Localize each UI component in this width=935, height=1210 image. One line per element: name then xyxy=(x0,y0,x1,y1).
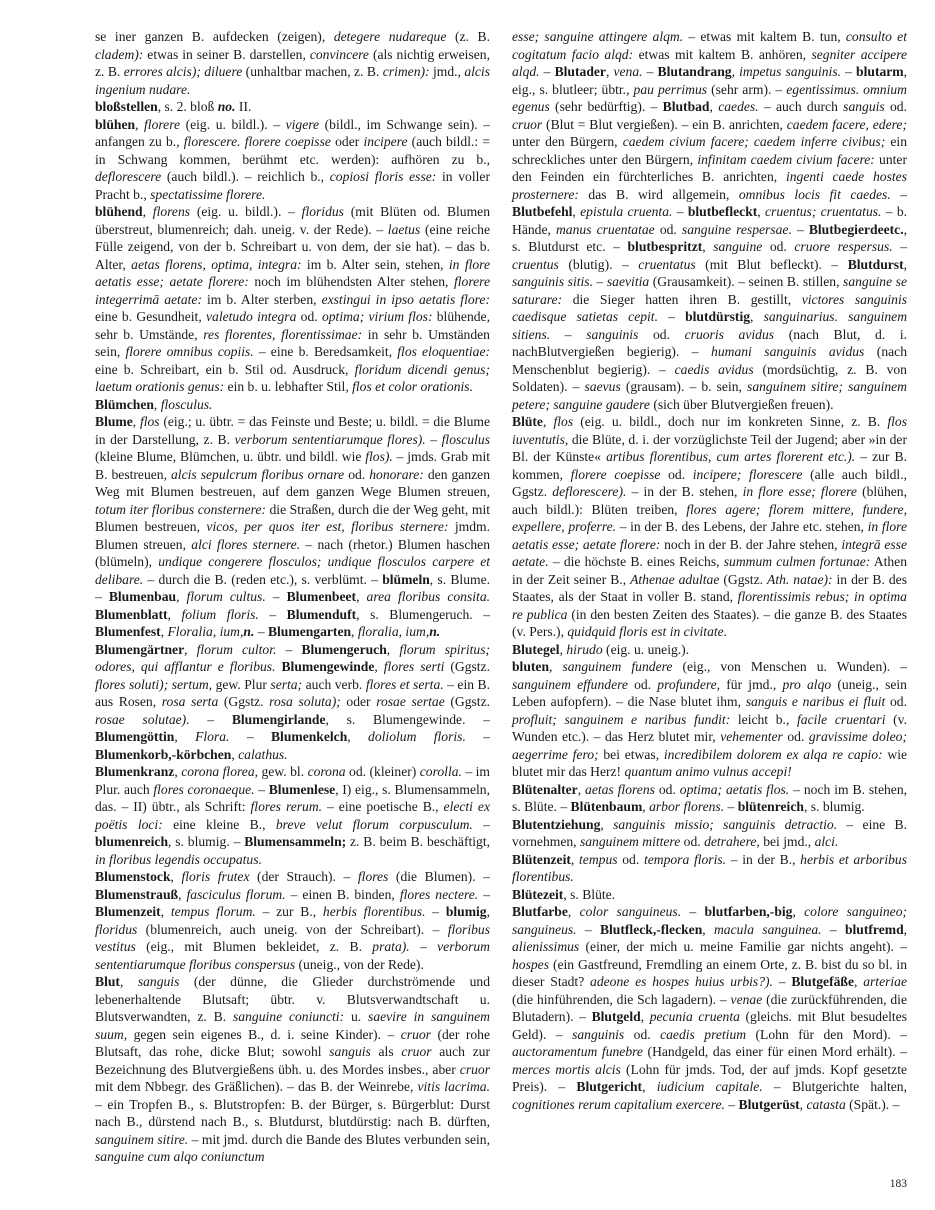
dictionary-entry: bloßstellen, s. 2. bloß no. II. xyxy=(95,99,252,114)
dictionary-entry: Blut, sanguis (der dünne, die Glieder durchströmende und lebenerhaltende Blutsaft; übtr. v. Blutsverwandtschaft u. Blutsverwandten, z. B. sanguine coniuncti: u. saevire in sanguinem suum, gegen sein eigenes B., d. i. seine Kinder). – cruor (der rohe Blutsaft, das rohe, dicke Blut; sowohl sanguis als cruor auch zur Bezeichnung des Blutvergießens übh. u. des Mordes insbes., aber cruor mit dem Nbbegr. des Gräßlichen). – das B. der Weinrebe, vitis lacrima. – ein Tropfen B., s. Blutstropfen: B. der Bürger, s. Bürgerblut: Durst nach B., dürstend nach B., s. Blutdurst, blutdürstig: nach B. dürften, sanguinem sitire. – mit jmd. durch die Bande des Blutes verbunden sein, sanguine cum alqo coniunctum xyxy=(95,974,491,1164)
page-number: 183 xyxy=(889,1178,907,1190)
dictionary-entry: Blumengärtner, florum cultor. – Blumengeruch, florum spiritus; odores, qui afflantur e floribus. Blumengewinde, flores serti (Ggstz. flores soluti); sertum, gew. Plur serta; auch verb. flores et serta. – ein B. aus Rosen, rosa serta (Ggstz. rosa soluta); oder rosae sertae (Ggstz. rosae solutae). – Blumengirlande, s. Blumengewinde. – Blumengöttin, Flora. – Blumenkelch, doliolum floris. – Blumenkorb,-körbchen, calathus. xyxy=(95,641,491,762)
dictionary-entry: se iner ganzen B. aufdecken (zeigen), detegere nudareque (z. B. cladem): etwas in seiner B. darstellen, convincere (als nichtig erweisen, z. B. errores alcis); diluere (unhaltbar machen, z. B. crimen): jmd., alcis ingenium nudare. xyxy=(95,29,491,97)
dictionary-entry: esse; sanguine attingere alqm. – etwas mit kaltem B. tun, consulto et cogitatum facio alqd: etwas mit kaltem B. anhören, segniter accipere alqd. – Blutader, vena. – Blutandrang, impetus sanguinis. – blutarm, eig., s. blutleer; übtr., pau perrimus (sehr arm). – egentissimus. omnium egenus (sehr bedürftig). – Blutbad, caedes. – auch durch sanguis od. cruor (Blut = Blut vergießen). – ein B. anrichten, caedem facere, edere; unter den Bürgern, caedem civium facere; caedem inferre civibus; ein schreckliches unter den Bürgern, infinitam caedem civium facere: unter den Feinden ein fürchterliches B. anrichten, ingenti caede hostes prosternere: das B. wird allgemein, omnibus locis fit caedes. – Blutbefehl, epistula cruenta. – blutbefleckt, cruentus; cruentatus. – b. Hände, manus cruentatae od. sanguine respersae. – Blutbegierdeetc., s. Blutdurst etc. – blutbespritzt, sanguine od. cruore respersus. – cruentus (blutig). – cruentatus (mit Blut befleckt). – Blutdurst, sanguinis sitis. – saevitia (Grausamkeit). – seinen B. stillen, sanguine se saturare: die Sieger hatten ihren B. gestillt, victores sanguinis caedisque satietas cepit. – blutdürstig, sanguinarius. sanguinem sitiens. – sanguinis od. cruoris avidus (nach Blut, d. i. nachBlutvergießen begierig). – humani sanguinis avidus (nach Menschenblut begierig). – caedis avidus (mordsüchtig, z. B. von Soldaten). – saevus (grausam). – b. sein, sanguinem sitire; sanguinem petere; sanguine gaudere (sich über Blutvergießen freuen). xyxy=(512,29,908,412)
dictionary-entry: Blutfarbe, color sanguineus. – blutfarben,-big, colore sanguineo; sanguineus. – Blutfleck,-flecken, macula sanguinea. – blutfremd, alienissimus (einer, der mich u. meine Familie gar nichts angeht). – hospes (ein Gastfreund, Fremdling an einem Orte, z. B. bist du so bl. in dieser Stadt? adeone es hospes huius urbis?). – Blutgefäße, arteriae (die hinführenden, die Sch lagadern). – venae (die zurückführenden, die Blutadern). – Blutgeld, pecunia cruenta (gleichs. mit Blut besudeltes Geld). – sanguinis od. caedis pretium (Lohn für den Mord). – auctoramentum funebre (Handgeld, das einer für einen Mord erhält). – merces mortis alcis (Lohn für jmds. Tod, der auf jmds. Kopf gesetzte Preis). – Blutgericht, iudicium capitale. – Blutgerichte halten, cognitiones rerum capitalium exercere. – Blutgerüst, catasta (Spät.). – xyxy=(512,904,908,1112)
dictionary-entry: Blume, flos (eig.; u. übtr. = das Feinste und Beste; u. bildl. = die Blume in der Darstellung, z. B. verborum sententiarumque flores). – flosculus (kleine Blume, Blümchen, u. übtr. und bildl. wie flos). – jmds. Grab mit B. bestreuen, alcis sepulcrum floribus ornare od. honorare: den ganzen Weg mit Blumen bestreuen, auf dem ganzen Wege Blumen streuen, totum iter floribus consternere: die Straßen, durch die der Weg geht, mit Blumen bestreuen, vicos, per quos iter est, floribus sternere: jmdm. Blumen streuen, alci flores sternere. – nach (rhetor.) Blumen haschen (blümeln), undique congerere flosculos; undique flosculos carpere et delibare. – durch die B. (reden etc.), s. verblümt. – blümeln, s. Blume. – Blumenbau, florum cultus. – Blumenbeet, area floribus consita. Blumenblatt, folium floris. – Blumenduft, s. Blumengeruch. – Blumenfest, Floralia, ium,n. – Blumengarten, floralia, ium,n. xyxy=(95,414,491,639)
dictionary-entry: Blütezeit, s. Blüte. xyxy=(512,886,616,902)
dictionary-entry: Blumenkranz, corona florea, gew. bl. corona od. (kleiner) corolla. – im Plur. auch flores coronaeque. – Blumenlese, I) eig., s. Blumensammeln, das. – II) übtr., als Schrift: flores rerum. – eine poetische B., electi ex poëtis loci: eine kleine B., breve velut florum corpusculum. – blumenreich, s. blumig. – Blumensammeln; z. B. beim B. beschäftigt, in floribus legendis occupatus. xyxy=(95,764,491,867)
dictionary-entry: Blüte, flos (eig. u. bildl., doch nur im konkreten Sinne, z. B. flos iuventutis, die Blüte, d. i. der vorzüglichste Teil der Jugend; aber »in der Bl. der Künste« artibus florentibus, cum artes florerent etc.). – zur B. kommen, florere coepisse od. incipere; florescere (alle auch bildl., Ggstz. deflorescere). – in der B. stehen, in flore esse; florere (blühen, auch bildl.): Blüten treiben, flores agere; florem mittere, fundere, expellere, proferre. – in der B. des Lebens, der Jahre etc. stehen, in flore aetatis esse; aetate florere: noch in der B. der Jahre stehen, integrā esse aetate. – die höchste B. eines Reichs, summum culmen fortunae: Athen in der Zeit seiner B., Athenae adultae (Ggstz. Ath. natae): in der B. des Staates, als der Staat in voller B. stand, florentissimis rebus; in optima re publica (in den besten Zeiten des Staates). – die ganze B. des Staates (v. Pers.), quidquid floris est in civitate. xyxy=(512,414,908,639)
dictionary-entry: Blutentziehung, sanguinis missio; sanguinis detractio. – eine B. vornehmen, sanguinem mittere od. detrahere, bei jmd., alci. xyxy=(512,816,907,849)
dictionary-entry: Blümchen, flosculus. xyxy=(95,396,213,412)
dictionary-entry: bluten, sanguinem fundere (eig., von Menschen u. Wunden). – sanguinem effundere od. profundere, für jmd., pro alqo (uneig., sein Leben aufopfern). – die Nase blutet ihm, sanguis e naribus ei fluit od. profluit; sanguinem e naribus fundit: leicht b., facile cruentari (v. Wunden etc.). – das Herz blutet mir, vehementer od. gravissime doleo; aegerrime fero; bei etwas, incredibilem dolorem ex alqa re capio: wie blutet mir das Herz! quantum animo vulnus accepi! xyxy=(512,659,908,779)
dictionary-entry: blühen, florere (eig. u. bildl.). – vigere (bildl., im Schwange sein). – anfangen zu b., florescere. florere coepisse oder incipere (auch bildl.: = in Schwang kommen, berühmt etc. werden): aufhören zu b., deflorescere (auch bildl.). – reichlich b., copiosi floris esse: in voller Pracht b., spectatissime florere. xyxy=(95,116,490,202)
dictionary-entry: Blutegel, hirudo (eig. u. uneig.). xyxy=(512,641,690,657)
dictionary-entry: Blütenzeit, tempus od. tempora floris. – in der B., herbis et arboribus florentibus. xyxy=(512,851,908,884)
dictionary-entry: blühend, florens (eig. u. bildl.). – floridus (mit Blüten od. Blumen überstreut, blumenreich; dah. uneig. v. der Rede). – laetus (eine reiche Fülle zeigend, von der b. Schreibart u. von dem, der sie hat). – das b. Alter, aetas florens, optima, integra: im b. Alter sein, stehen, in flore aetatis esse; aetate florere: noch im blühendsten Alter stehen, florere integerrimā aetate: im b. Alter sterben, exstingui in ipso aetatis flore: eine b. Gesundheit, valetudo integra od. optima; virium flos: blühende, sehr b. Umstände, res florentes, florentissimae: in sehr b. Umständen sein, florere omnibus copiis. – eine b. Beredsamkeit, flos eloquentiae: eine b. Schreibart, ein b. Stil od. Ausdruck, floridum dicendi genus; laetum orationis genus: ein b. u. lebhafter Stil, flos et color orationis. xyxy=(95,204,491,394)
left-column xyxy=(95,28,490,1166)
dictionary-entry: Blütenalter, aetas florens od. optima; aetatis flos. – noch im B. stehen, s. Blüte. – Blütenbaum, arbor florens. – blütenreich, s. blumig. xyxy=(512,781,908,814)
dictionary-page xyxy=(95,28,907,1168)
dictionary-entry: Blumenstock, floris frutex (der Strauch). – flores (die Blumen). – Blumenstrauß, fasciculus florum. – einen B. binden, flores nectere. – Blumenzeit, tempus florum. – zur B., herbis florentibus. – blumig, floridus (blumenreich, auch uneig. von der Schreibart). – floribus vestitus (eig., mit Blumen bekleidet, z. B. prata). – verborum sententiarumque floribus conspersus (uneig., von der Rede). xyxy=(95,869,491,972)
right-column xyxy=(512,28,907,1113)
